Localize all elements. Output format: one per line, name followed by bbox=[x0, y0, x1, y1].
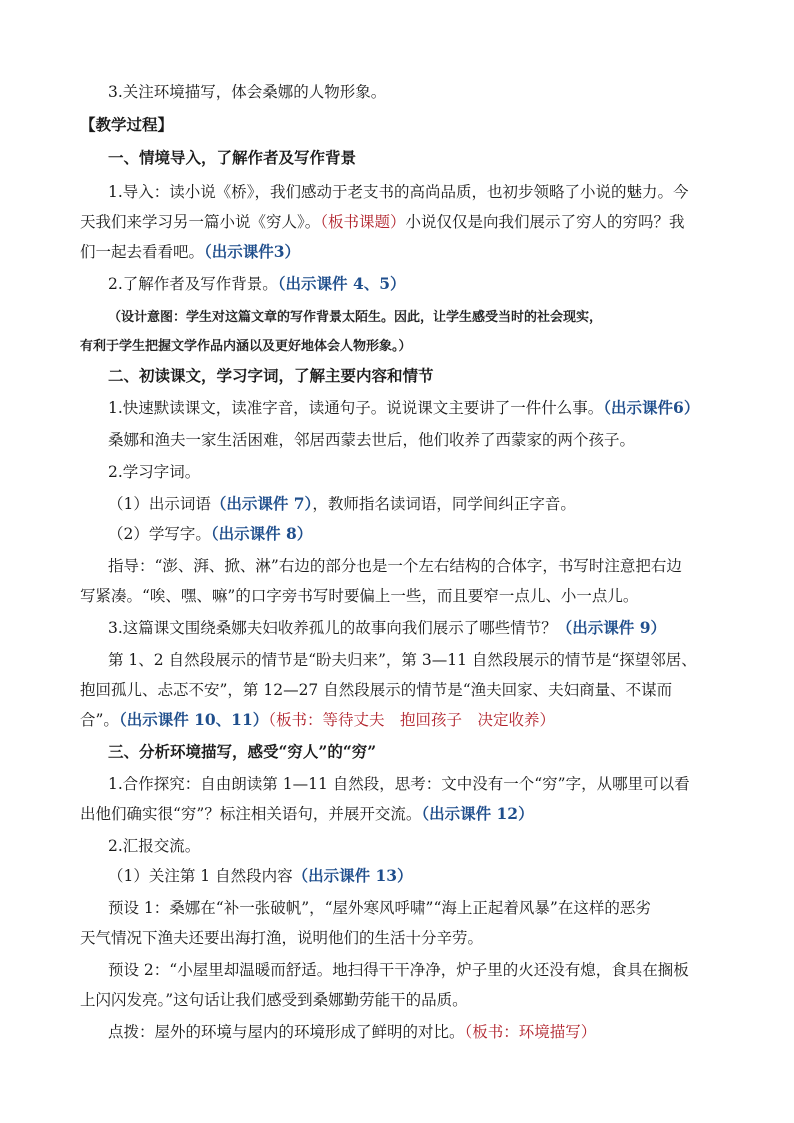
board-note-segment: （板书课题） bbox=[320, 213, 406, 231]
text-segment: 天我们来学习另一篇小说《穷人》。 bbox=[80, 213, 321, 231]
section-heading-teaching-process bbox=[80, 115, 173, 135]
text-segment: 桑娜和渔夫一家生活困难，邻居西蒙去世后，他们收养了西蒙家的两个孩子。 bbox=[108, 431, 636, 449]
paragraph-line bbox=[108, 898, 651, 918]
text-segment: 1.合作探究：自由朗读第 1—11 自然段，思考：文中没有一个“穷”字，从哪里可以看 bbox=[108, 775, 690, 793]
text-segment: 小说仅仅是向我们展示了穷人的穷吗？我 bbox=[405, 213, 685, 231]
text-segment: 天气情况下渔夫还要出海打渔，说明他们的生活十分辛劳。 bbox=[80, 929, 484, 947]
text-segment: 预设 2：“小屋里却温暖而舒适。地扫得干干净净，炉子里的火还没有熄，食具在搁板 bbox=[108, 961, 689, 979]
text-segment: 预设 1：桑娜在“补一张破帆”，“屋外寒风呼啸”“海上正起着风暴”在这样的恶劣 bbox=[108, 899, 651, 917]
paragraph-line bbox=[80, 242, 300, 262]
paragraph-line bbox=[80, 928, 483, 948]
courseware-ref-segment: （出示课件 13） bbox=[292, 866, 413, 885]
bold-segment: 【教学过程】 bbox=[80, 115, 174, 134]
paragraph-line bbox=[108, 494, 576, 514]
text-segment: 2.了解作者及写作背景。 bbox=[108, 275, 278, 293]
text-segment: 3.这篇课文围绕桑娜夫妇收养孤儿的故事向我们展示了哪些情节？ bbox=[108, 619, 557, 637]
paragraph-line bbox=[108, 524, 312, 544]
text-segment: 2.汇报交流。 bbox=[108, 837, 201, 855]
paragraph-line bbox=[108, 462, 200, 482]
paragraph-line bbox=[80, 804, 534, 824]
text-segment: 们一起去看看吧。 bbox=[80, 243, 205, 261]
text-segment: 3.关注环境描写，体会桑娜的人物形象。 bbox=[108, 83, 387, 101]
text-segment: 点拨：屋外的环境与屋内的环境形成了鲜明的对比。 bbox=[108, 1023, 465, 1041]
paragraph-line bbox=[108, 618, 666, 638]
paragraph-line bbox=[80, 586, 638, 606]
bold-segment: 三、分析环境描写，感受“穷人”的“穷” bbox=[108, 742, 377, 761]
paragraph-line bbox=[108, 556, 682, 576]
text-segment: 写紧凑。“唉、嘿、嘛”的口字旁书写时要偏上一些，而且要窄一点儿、小一点儿。 bbox=[80, 587, 639, 605]
bold-segment: 一、情境导入，了解作者及写作背景 bbox=[108, 148, 357, 167]
text-segment: 1.快速默读课文，读准字音，读通句子。说说课文主要讲了一件什么事。 bbox=[108, 399, 604, 417]
text-segment: ，教师指名读词语，同学间纠正字音。 bbox=[312, 495, 576, 513]
courseware-ref-segment: （出示课件 7） bbox=[210, 494, 313, 513]
paragraph-line bbox=[108, 836, 200, 856]
paragraph-line bbox=[108, 274, 406, 294]
objective-line bbox=[108, 82, 386, 102]
courseware-ref-segment: （出示课件6） bbox=[603, 398, 700, 417]
paragraph-line bbox=[108, 398, 699, 418]
text-segment: 第 1、2 自然段展示的情节是“盼夫归来”，第 3—11 自然段展示的情节是“探望邻居、 bbox=[108, 651, 697, 669]
design-note-segment: 有利于学生把握文学作品内涵以及更好地体会人物形象。） bbox=[80, 339, 412, 354]
text-segment: （1）出示词语 bbox=[108, 495, 211, 513]
paragraph-line bbox=[108, 430, 635, 450]
courseware-ref-segment: （出示课件 10、11） bbox=[118, 710, 269, 729]
paragraph-line bbox=[108, 182, 689, 202]
board-note-segment: （板书：等待丈夫 抱回孩子 决定收养） bbox=[268, 711, 555, 729]
paragraph-line bbox=[108, 774, 690, 794]
board-note-segment: （板书：环境描写） bbox=[464, 1023, 597, 1041]
paragraph-line bbox=[108, 650, 697, 670]
courseware-ref-segment: （出示课件 12） bbox=[421, 804, 534, 823]
design-note-line bbox=[108, 306, 602, 328]
text-segment: 合”。 bbox=[80, 711, 119, 729]
heading-part-three bbox=[108, 742, 376, 762]
text-segment: （1）关注第 1 自然段内容 bbox=[108, 867, 293, 885]
text-segment: 指导：“澎、湃、掀、淋”右边的部分也是一个左右结构的合体字，书写时注意把右边 bbox=[108, 557, 682, 575]
text-segment: 上闪闪发亮。”这句话让我们感受到桑娜勤劳能干的品质。 bbox=[80, 991, 468, 1009]
paragraph-line bbox=[80, 990, 468, 1010]
heading-part-two bbox=[108, 366, 434, 386]
text-segment: 1.导入：读小说《桥》，我们感动于老支书的高尚品质，也初步领略了小说的魅力。今 bbox=[108, 183, 689, 201]
design-note-segment: （设计意图：学生对这篇文章的写作背景太陌生。因此，让学生感受当时的社会现实， bbox=[108, 310, 603, 325]
text-segment: 抱回孤儿、忐忑不安”，第 12—27 自然段展示的情节是“渔夫回家、夫妇商量、不谋而 bbox=[80, 681, 673, 699]
design-note-line bbox=[80, 335, 412, 357]
paragraph-line bbox=[108, 960, 689, 980]
paragraph-line bbox=[80, 212, 685, 232]
text-segment: 出他们确实很“穷”？标注相关语句，并展开交流。 bbox=[80, 805, 422, 823]
heading-part-one bbox=[108, 148, 356, 168]
paragraph-line bbox=[108, 866, 413, 886]
courseware-ref-segment: （出示课件 4、5） bbox=[277, 274, 406, 293]
courseware-ref-segment: （出示课件3） bbox=[204, 242, 301, 261]
text-segment: 2.学习字词。 bbox=[108, 463, 201, 481]
text-segment: （2）学写字。 bbox=[108, 525, 211, 543]
bold-segment: 二、初读课文，学习字词，了解主要内容和情节 bbox=[108, 366, 434, 385]
courseware-ref-segment: （出示课件 9） bbox=[556, 618, 666, 637]
courseware-ref-segment: （出示课件 8） bbox=[210, 524, 313, 543]
paragraph-line bbox=[108, 1022, 596, 1042]
paragraph-line bbox=[80, 680, 672, 700]
paragraph-line bbox=[80, 710, 555, 730]
